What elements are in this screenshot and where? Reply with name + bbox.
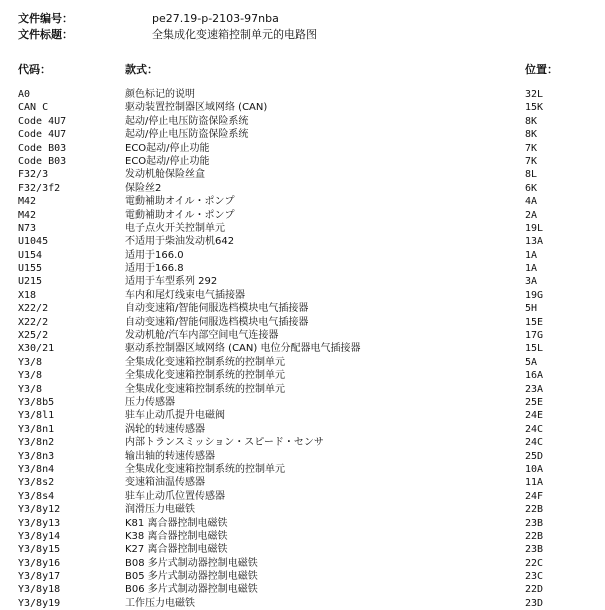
row-position: 5H — [525, 303, 538, 315]
row-code: Y3/8n4 — [18, 463, 55, 475]
row-code: M42 — [18, 209, 37, 221]
row-code: Code B03 — [18, 142, 67, 154]
row-code: Y3/8y12 — [18, 504, 61, 516]
row-position: 8L — [525, 169, 538, 181]
row-description: 适用于166.8 — [125, 263, 184, 275]
table-row — [0, 543, 605, 556]
row-description: 電動補助オイル・ポンプ — [125, 209, 235, 221]
table-row — [0, 530, 605, 543]
row-position: 11A — [525, 477, 544, 489]
row-code: X22/2 — [18, 316, 49, 328]
table-row — [0, 409, 605, 422]
table-row — [0, 235, 605, 248]
table-row — [0, 275, 605, 288]
row-description: 变速箱油温传感器 — [125, 477, 205, 489]
row-position: 22B — [525, 530, 544, 542]
row-description: 起动/停止电压防盗保险系统 — [125, 115, 249, 127]
row-position: 24F — [525, 490, 544, 502]
row-position: 2A — [525, 209, 538, 221]
row-code: Code B03 — [18, 155, 67, 167]
row-description: 自动变速箱/智能伺服选档模块电气插接器 — [125, 303, 309, 315]
row-description: K81 离合器控制电磁铁 — [125, 517, 228, 529]
row-position: 8K — [525, 129, 538, 141]
table-row — [0, 329, 605, 342]
table-row — [0, 155, 605, 168]
row-position: 22C — [525, 557, 544, 569]
row-code: A0 — [18, 89, 31, 100]
row-position: 23B — [525, 517, 544, 529]
row-code: Y3/8b5 — [18, 396, 55, 408]
row-code: Y3/8y19 — [18, 597, 61, 609]
row-description: B08 多片式制动器控制电磁铁 — [125, 557, 258, 569]
row-code: Y3/8s4 — [18, 490, 55, 502]
row-position: 16A — [525, 370, 544, 382]
row-position: 23A — [525, 383, 544, 395]
row-description: 内部トランスミッション・スピード・センサ — [125, 437, 324, 449]
row-code: U1045 — [18, 236, 49, 248]
table-row — [0, 195, 605, 208]
row-code: Y3/8y18 — [18, 584, 61, 596]
table-header — [0, 63, 605, 77]
row-position: 24E — [525, 410, 544, 422]
row-position: 25E — [525, 396, 544, 408]
table-row — [0, 316, 605, 329]
table-row — [0, 249, 605, 262]
row-code: Y3/8l1 — [18, 410, 55, 422]
row-description: 驱动装置控制器区域网络 (CAN) — [125, 102, 268, 114]
row-code: Code 4U7 — [18, 129, 67, 141]
row-position: 23B — [525, 544, 544, 556]
row-description: B05 多片式制动器控制电磁铁 — [125, 571, 258, 583]
row-code: Y3/8y15 — [18, 544, 61, 556]
doc-number-label: 文件编号： — [18, 12, 73, 25]
row-description: 電動補助オイル・ポンプ — [125, 196, 235, 208]
row-code: Y3/8n2 — [18, 437, 55, 449]
row-description: 发动机舱/汽车内部空间电气连接器 — [125, 330, 279, 342]
table-row — [0, 142, 605, 155]
row-code: X22/2 — [18, 303, 49, 315]
row-position: 23D — [525, 597, 544, 609]
row-code: Y3/8 — [18, 356, 43, 368]
row-description: K27 离合器控制电磁铁 — [125, 544, 228, 556]
row-position: 22D — [525, 584, 544, 596]
table-row — [0, 289, 605, 302]
row-description: 起动/停止电压防盗保险系统 — [125, 129, 249, 141]
table-row — [0, 570, 605, 583]
row-description: 自动变速箱/智能伺服选档模块电气插接器 — [125, 316, 309, 328]
row-code: Y3/8 — [18, 383, 43, 395]
row-description: 驱动系控制器区域网络 (CAN) 电位分配器电气插接器 — [125, 343, 361, 355]
row-description: ECO起动/停止功能 — [125, 142, 210, 154]
table-row — [0, 490, 605, 503]
row-description: 颜色标记的说明 — [125, 89, 195, 100]
row-description: 电子点火开关控制单元 — [125, 222, 225, 234]
row-description: 发动机舱保险丝盒 — [125, 169, 205, 181]
table-row — [0, 369, 605, 382]
row-position: 15L — [525, 343, 544, 355]
row-description: 输出轴的转速传感器 — [125, 450, 215, 462]
row-description: 驻车止动爪提升电磁阀 — [125, 410, 225, 422]
table-row — [0, 222, 605, 235]
row-code: U155 — [18, 263, 43, 275]
row-code: Y3/8 — [18, 370, 43, 382]
row-position: 7K — [525, 155, 538, 167]
row-description: 涡轮的转速传感器 — [125, 423, 205, 435]
component-table — [0, 88, 605, 610]
row-description: 全集成化变速箱控制系统的控制单元 — [125, 383, 285, 395]
row-description: 适用于166.0 — [125, 249, 184, 261]
row-code: Y3/8n1 — [18, 423, 55, 435]
row-position: 19G — [525, 289, 544, 301]
table-row — [0, 88, 605, 101]
row-description: K38 离合器控制电磁铁 — [125, 530, 228, 542]
row-code: U154 — [18, 249, 43, 261]
row-position: 13A — [525, 236, 544, 248]
row-position: 17G — [525, 330, 544, 342]
row-description: 驻车止动爪位置传感器 — [125, 490, 225, 502]
table-row — [0, 436, 605, 449]
row-description: 全集成化变速箱控制系统的控制单元 — [125, 463, 285, 475]
row-position: 24C — [525, 423, 544, 435]
row-code: X30/21 — [18, 343, 55, 355]
row-position: 10A — [525, 463, 544, 475]
row-position: 5A — [525, 356, 538, 368]
column-header-description: 款式： — [125, 63, 158, 76]
table-row — [0, 342, 605, 355]
row-description: 工作压力电磁铁 — [125, 597, 195, 609]
row-code: N73 — [18, 222, 37, 234]
row-position: 7K — [525, 142, 538, 154]
row-code: U215 — [18, 276, 43, 288]
row-position: 1A — [525, 263, 538, 275]
row-position: 1A — [525, 249, 538, 261]
table-row — [0, 557, 605, 570]
doc-number-value: pe27.19-p-2103-97nba — [152, 12, 279, 25]
row-position: 24C — [525, 437, 544, 449]
row-code: Y3/8y17 — [18, 571, 61, 583]
table-row — [0, 476, 605, 489]
row-position: 3A — [525, 276, 538, 288]
column-header-position: 位置： — [525, 63, 558, 76]
row-position: 15K — [525, 102, 544, 114]
column-header-code: 代码： — [18, 63, 51, 76]
row-description: 全集成化变速箱控制系统的控制单元 — [125, 356, 285, 368]
row-description: ECO起动/停止功能 — [125, 155, 210, 167]
row-position: 15E — [525, 316, 544, 328]
row-description: B06 多片式制动器控制电磁铁 — [125, 584, 258, 596]
table-row — [0, 423, 605, 436]
row-description: 压力传感器 — [125, 396, 175, 408]
table-row — [0, 115, 605, 128]
table-row — [0, 463, 605, 476]
row-position: 32L — [525, 89, 544, 100]
doc-title-label: 文件标题： — [18, 28, 73, 41]
row-code: X25/2 — [18, 330, 49, 342]
table-row — [0, 128, 605, 141]
row-code: M42 — [18, 196, 37, 208]
row-code: F32/3 — [18, 169, 49, 181]
table-row — [0, 597, 605, 610]
row-code: F32/3f2 — [18, 182, 61, 194]
row-description: 保险丝2 — [125, 182, 162, 194]
row-position: 6K — [525, 182, 538, 194]
table-row — [0, 262, 605, 275]
row-code: Y3/8s2 — [18, 477, 55, 489]
row-code: Code 4U7 — [18, 115, 67, 127]
row-description: 润滑压力电磁铁 — [125, 504, 195, 516]
row-code: Y3/8y16 — [18, 557, 61, 569]
table-row — [0, 503, 605, 516]
table-row — [0, 101, 605, 114]
row-position: 4A — [525, 196, 538, 208]
row-position: 22B — [525, 504, 544, 516]
row-position: 19L — [525, 222, 544, 234]
table-row — [0, 450, 605, 463]
row-code: X18 — [18, 289, 37, 301]
row-code: CAN C — [18, 102, 49, 114]
row-description: 不适用于柴油发动机642 — [125, 236, 235, 248]
row-position: 8K — [525, 115, 538, 127]
table-row — [0, 383, 605, 396]
doc-title-value: 全集成化变速箱控制单元的电路图 — [152, 28, 317, 41]
row-description: 适用于车型系列 292 — [125, 276, 218, 288]
row-code: Y3/8n3 — [18, 450, 55, 462]
table-row — [0, 517, 605, 530]
table-row — [0, 302, 605, 315]
table-row — [0, 209, 605, 222]
row-code: Y3/8y14 — [18, 530, 61, 542]
row-description: 车内和尾灯线束电气插接器 — [125, 289, 245, 301]
table-row — [0, 182, 605, 195]
table-row — [0, 356, 605, 369]
row-description: 全集成化变速箱控制系统的控制单元 — [125, 370, 285, 382]
table-row — [0, 583, 605, 596]
row-code: Y3/8y13 — [18, 517, 61, 529]
table-row — [0, 396, 605, 409]
row-position: 23C — [525, 571, 544, 583]
row-position: 25D — [525, 450, 544, 462]
table-row — [0, 168, 605, 181]
